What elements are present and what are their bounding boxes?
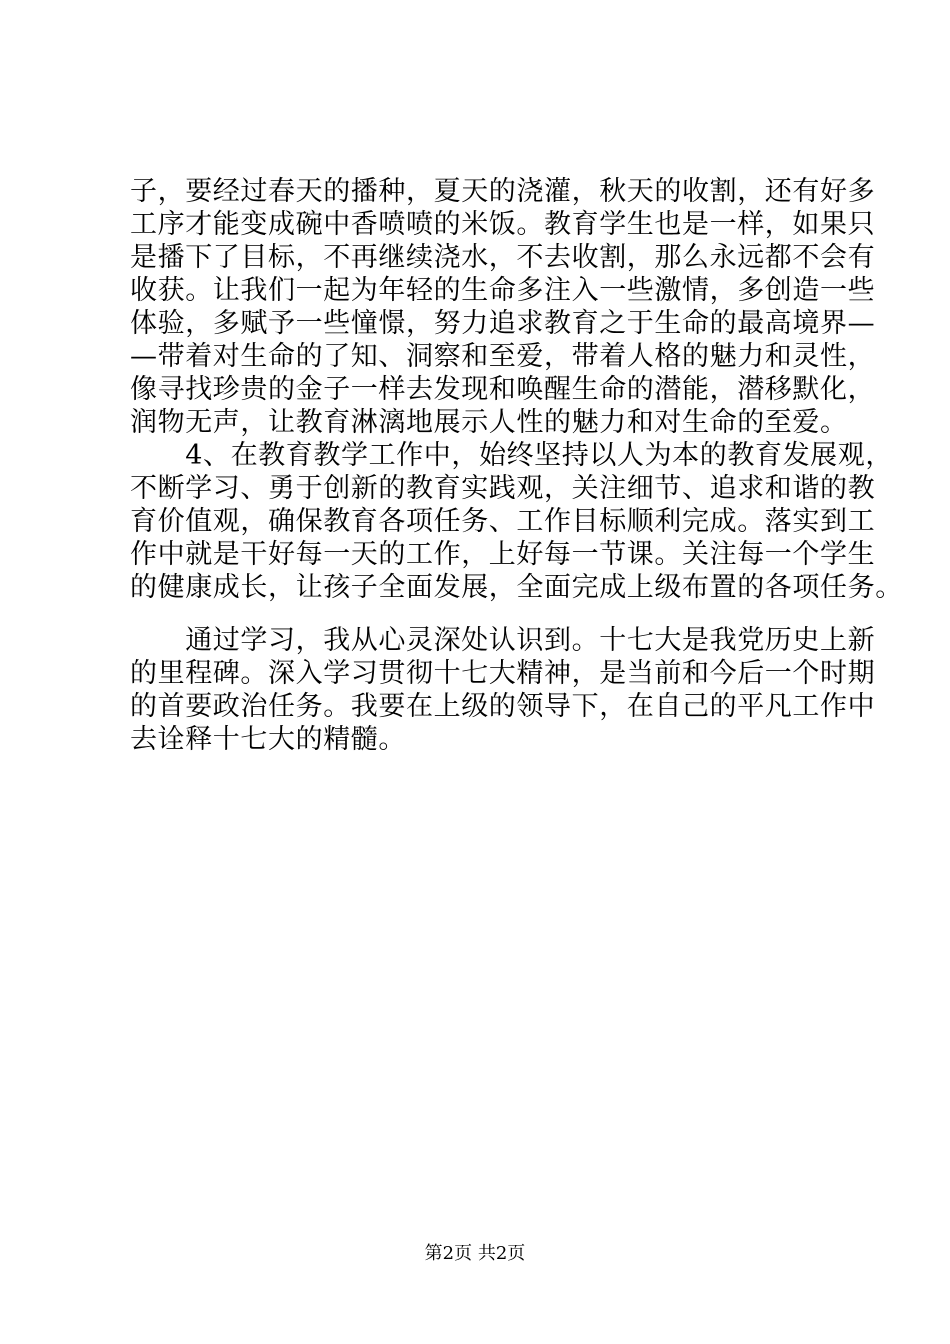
body-text-line: 润物无声，让教育淋漓地展示人性的魅力和对生命的至爱。 (130, 407, 848, 438)
body-text-line: 子，要经过春天的播种，夏天的浇灌，秋天的收割，还有好多 (130, 176, 876, 207)
body-text-line: 通过学习，我从心灵深处认识到。十七大是我党历史上新 (130, 625, 876, 656)
body-text-line: 育价值观，确保教育各项任务、工作目标顺利完成。落实到工 (130, 506, 876, 537)
page-footer: 第2页 共2页 (424, 1243, 526, 1264)
body-text-line: 是播下了目标，不再继续浇水，不去收割，那么永远都不会有 (130, 242, 876, 273)
body-text-line: 的健康成长，让孩子全面发展，全面完成上级布置的各项任务。 (130, 572, 903, 603)
body-text-line: 的首要政治任务。我要在上级的领导下，在自己的平凡工作中 (130, 691, 876, 722)
body-text-line: —带着对生命的了知、洞察和至爱，带着人格的魅力和灵性， (130, 341, 876, 372)
body-text-line: 工序才能变成碗中香喷喷的米饭。教育学生也是一样，如果只 (130, 209, 876, 240)
body-text-line: 4、在教育教学工作中，始终坚持以人为本的教育发展观， (130, 440, 893, 471)
body-text-line: 去诠释十七大的精髓。 (130, 724, 406, 755)
body-text-line: 体验，多赋予一些憧憬，努力追求教育之于生命的最高境界— (130, 308, 876, 339)
body-text-line: 收获。让我们一起为年轻的生命多注入一些激情，多创造一些 (130, 275, 876, 306)
body-text-line: 像寻找珍贵的金子一样去发现和唤醒生命的潜能，潜移默化， (130, 374, 876, 405)
body-text-line: 作中就是干好每一天的工作，上好每一节课。关注每一个学生 (130, 539, 876, 570)
body-text-line: 的里程碑。深入学习贯彻十七大精神，是当前和今后一个时期 (130, 658, 876, 689)
body-text-line: 不断学习、勇于创新的教育实践观，关注细节、追求和谐的教 (130, 473, 876, 504)
